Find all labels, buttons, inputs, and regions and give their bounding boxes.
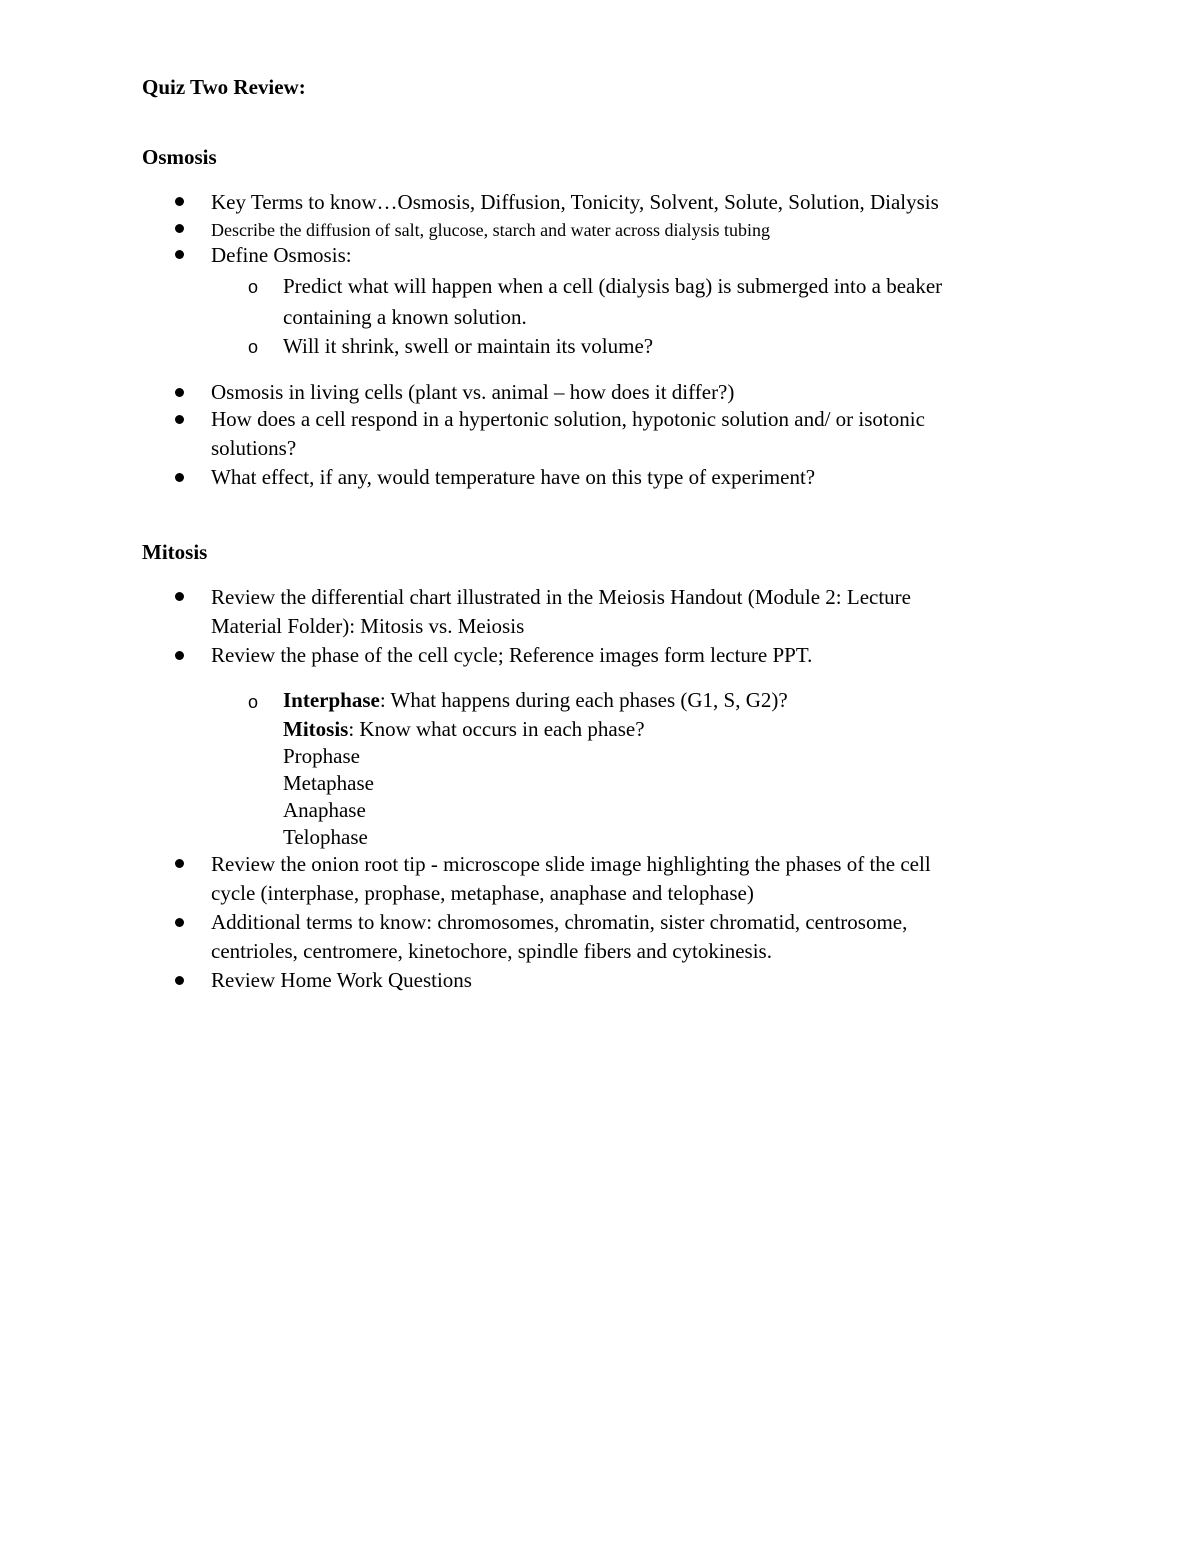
list-item: Describe the diffusion of salt, glucose, starch and water across dialysis tubing xyxy=(211,220,771,240)
bullet-icon xyxy=(175,473,184,482)
mitosis-heading: Mitosis xyxy=(142,540,208,564)
list-item: Key Terms to know…Osmosis, Diffusion, Tonicity, Solvent, Solute, Solution, Dialysis xyxy=(211,190,939,214)
bullet-icon xyxy=(175,592,184,601)
phase-prophase: Prophase xyxy=(283,744,360,768)
phase-metaphase: Metaphase xyxy=(283,771,374,795)
mitosis-text: : Know what occurs in each phase? xyxy=(348,717,645,741)
list-item: What effect, if any, would temperature have on this type of experiment? xyxy=(211,465,816,489)
interphase-text: : What happens during each phases (G1, S, G2)? xyxy=(379,688,788,712)
sub-bullet-icon: o xyxy=(248,337,259,357)
mitosis-term: Mitosis xyxy=(283,717,349,741)
sub-bullet-icon: o xyxy=(248,277,259,297)
phase-telophase: Telophase xyxy=(283,825,368,849)
sub-list-item: Will it shrink, swell or maintain its volume? xyxy=(283,334,654,358)
interphase-term: Interphase xyxy=(283,688,380,712)
bullet-icon xyxy=(175,197,184,206)
bullet-icon xyxy=(175,859,184,868)
list-item: How does a cell respond in a hypertonic solution, hypotonic solution and/ or isotonic xyxy=(211,407,925,431)
sub-list-item: Predict what will happen when a cell (dialysis bag) is submerged into a beaker xyxy=(283,274,943,298)
osmosis-heading: Osmosis xyxy=(142,145,217,169)
list-item: Define Osmosis: xyxy=(211,243,352,267)
sub-bullet-icon: o xyxy=(248,692,259,712)
sub-list-item-continuation: containing a known solution. xyxy=(283,305,527,329)
bullet-icon xyxy=(175,976,184,985)
list-item: Review Home Work Questions xyxy=(211,968,472,992)
bullet-icon xyxy=(175,388,184,397)
list-item: Review the phase of the cell cycle; Reference images form lecture PPT. xyxy=(211,643,813,667)
list-item-continuation: solutions? xyxy=(211,436,297,460)
bullet-icon xyxy=(175,250,184,259)
phase-anaphase: Anaphase xyxy=(283,798,366,822)
bullet-icon xyxy=(175,224,184,233)
bullet-icon xyxy=(175,918,184,927)
list-item: Review the differential chart illustrated in the Meiosis Handout (Module 2: Lecture xyxy=(211,585,911,609)
list-item: Additional terms to know: chromosomes, chromatin, sister chromatid, centrosome, xyxy=(211,910,908,934)
list-item-continuation: centrioles, centromere, kinetochore, spindle fibers and cytokinesis. xyxy=(211,939,772,963)
sub-list-item-interphase xyxy=(283,690,788,711)
bullet-icon xyxy=(175,651,184,660)
bullet-icon xyxy=(175,415,184,424)
list-item: Review the onion root tip - microscope slide image highlighting the phases of the cell xyxy=(211,852,931,876)
page-title: Quiz Two Review: xyxy=(142,75,306,99)
sub-list-item-mitosis xyxy=(283,719,645,740)
list-item-continuation: cycle (interphase, prophase, metaphase, anaphase and telophase) xyxy=(211,881,754,905)
list-item: Osmosis in living cells (plant vs. animal – how does it differ?) xyxy=(211,380,735,404)
list-item-continuation: Material Folder): Mitosis vs. Meiosis xyxy=(211,614,525,638)
